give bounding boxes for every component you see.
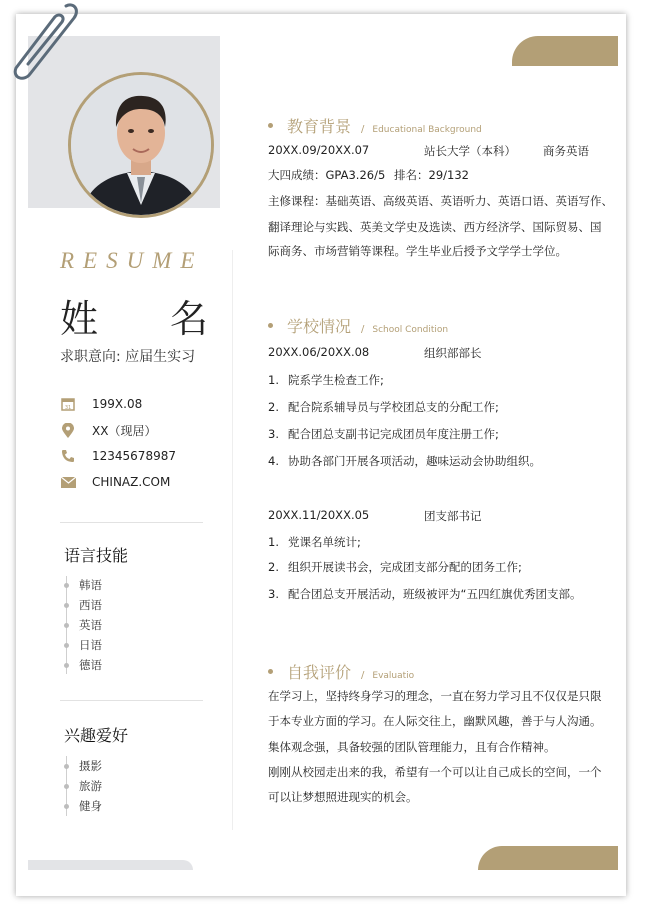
role-period: 20XX.06/20XX.08 — [268, 345, 370, 359]
mail-icon — [60, 474, 76, 490]
education-courses: 翻译理论与实践、英美文学史及选读、西方经济学、国际贸易、国 — [268, 220, 602, 234]
role-period: 20XX.11/20XX.05 — [268, 508, 370, 522]
evaluation-title: 自我评价 / Evaluatio — [268, 660, 414, 683]
contact-location — [60, 422, 156, 439]
education-rank: 排名：29/132 — [394, 168, 469, 182]
column-divider — [232, 250, 233, 830]
gold-accent-top — [512, 36, 618, 66]
evaluation-line: 可以让梦想照进现实的机会。 — [268, 790, 418, 804]
divider — [60, 522, 203, 523]
role-item: 3. 配合团总支副书记完成团员年度注册工作; — [268, 427, 499, 441]
role-title: 团支部书记 — [424, 509, 482, 523]
divider — [60, 700, 203, 701]
hobbies-title: 兴趣爱好 — [64, 726, 129, 745]
evaluation-line: 于本专业方面的学习。在人际交往上，幽默风趣，善于与人沟通。 — [268, 714, 602, 728]
contact-text: 12345678987 — [92, 449, 176, 463]
contact-text: 199X.08 — [92, 397, 143, 411]
name-second: 名 — [169, 297, 208, 341]
contact-email — [60, 474, 170, 490]
education-title: 教育背景 / Educational Background — [268, 114, 482, 137]
phone-icon — [60, 448, 76, 464]
calendar-icon — [60, 396, 76, 412]
list-item: 德语 — [64, 657, 102, 673]
education-courses: 主修课程：基础英语、高级英语、英语听力、英语口语、英语写作、 — [268, 194, 613, 208]
role-item: 1. 院系学生检查工作; — [268, 373, 384, 387]
evaluation-line: 集体观念强，具备较强的团队管理能力，且有合作精神。 — [268, 740, 556, 754]
avatar — [68, 72, 214, 218]
paperclip-icon — [4, 0, 84, 84]
school-title: 学校情况 / School Condition — [268, 314, 448, 337]
education-school: 站长大学（本科） — [424, 144, 516, 158]
svg-text:31: 31 — [64, 405, 72, 411]
role-title: 组织部部长 — [424, 346, 482, 360]
contact-birth — [60, 396, 142, 412]
role-item: 2. 配合院系辅导员与学校团总支的分配工作; — [268, 400, 499, 414]
role-item: 1. 党课名单统计; — [268, 535, 361, 549]
education-period: 20XX.09/20XX.07 — [268, 143, 370, 157]
candidate-name — [60, 288, 208, 343]
resume-heading: RESUME — [60, 248, 204, 273]
evaluation-line: 刚刚从校园走出来的我，希望有一个可以让自己成长的空间，一个 — [268, 765, 602, 779]
list-item: 日语 — [64, 637, 102, 653]
list-item: 英语 — [64, 617, 102, 633]
list-item: 健身 — [64, 798, 102, 814]
education-major: 商务英语 — [543, 144, 589, 158]
education-courses: 际商务、市场营销等课程。学生毕业后授予文学学士学位。 — [268, 244, 567, 258]
list-item: 西语 — [64, 597, 102, 613]
list-item: 韩语 — [64, 577, 102, 593]
evaluation-line: 在学习上，坚持终身学习的理念，一直在努力学习且不仅仅是只限 — [268, 689, 602, 703]
contact-text: CHINAZ.COM — [92, 475, 171, 489]
role-item: 4. 协助各部门开展各项活动，趣味运动会协助组织。 — [268, 454, 541, 468]
gold-accent-bottom — [478, 846, 618, 870]
languages-title: 语言技能 — [64, 546, 129, 565]
role-item: 3. 配合团总支开展活动，班级被评为“五四红旗优秀团支部。 — [268, 587, 582, 601]
name-first: 姓 — [60, 297, 99, 341]
education-gpa: 大四成绩：GPA3.26/5 — [268, 168, 386, 182]
list-item: 摄影 — [64, 758, 102, 774]
contact-text: XX（现居） — [92, 424, 157, 438]
contact-phone — [60, 448, 176, 464]
role-item: 2. 组织开展读书会，完成团支部分配的团务工作; — [268, 560, 522, 574]
job-objective: 求职意向: 应届生实习 — [60, 349, 196, 365]
gray-accent-bottom — [28, 860, 193, 870]
list-item: 旅游 — [64, 778, 102, 794]
location-icon — [60, 423, 76, 439]
